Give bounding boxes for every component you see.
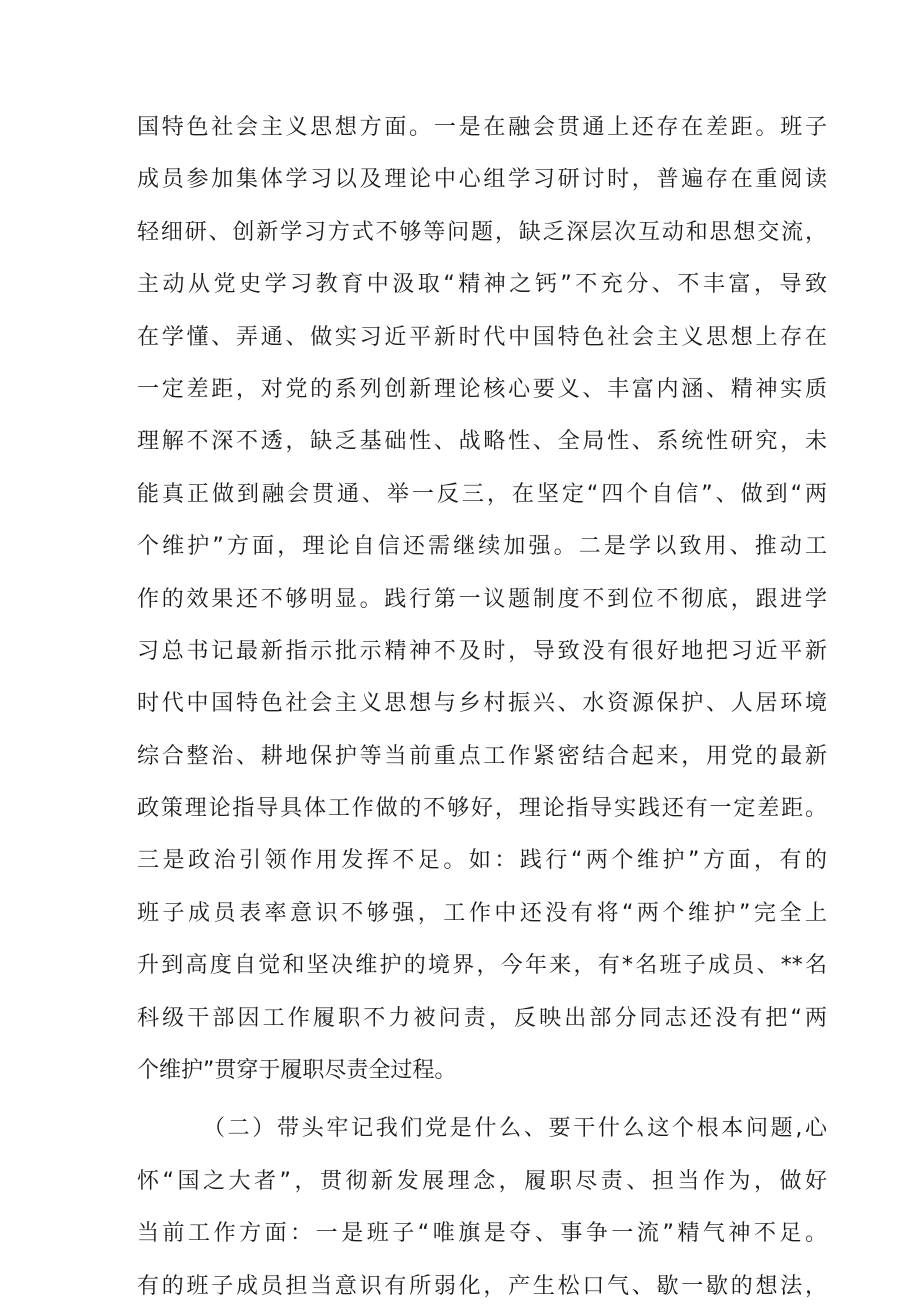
text-line: 政策理论指导具体工作做的不够好，理论指导实践还有一定差距。	[137, 796, 827, 822]
text-line: 科级干部因工作履职不力被问责，反映出部分同志还没有把“两	[137, 1005, 827, 1031]
text-line: 升到高度自觉和坚决维护的境界，今年来，有*名班子成员、**名	[137, 953, 827, 979]
paragraph-2	[137, 1103, 827, 1313]
text-line: 能真正做到融会贯通、举一反三，在坚定“四个自信”、做到“两	[137, 481, 827, 507]
text-line: 班子成员表率意识不够强，工作中还没有将“两个维护”完全上	[137, 900, 827, 926]
text-line: 国特色社会主义思想方面。一是在融会贯通上还存在差距。班子	[137, 115, 827, 140]
text-line: 主动从党史学习教育中汲取“精神之钙”不充分、不丰富，导致	[137, 272, 827, 298]
text-line: 轻细研、创新学习方式不够等问题，缺乏深层次互动和思想交流，	[137, 219, 827, 245]
text-line: 成员参加集体学习以及理论中心组学习研讨时，普遍存在重阅读	[137, 167, 827, 193]
text-line: 时代中国特色社会主义思想与乡村振兴、水资源保护、人居环境	[137, 691, 827, 717]
document-body	[137, 102, 827, 1313]
text-line: 个维护”贯穿于履职尽责全过程。	[137, 1058, 457, 1084]
text-line: 个维护”方面，理论自信还需继续加强。二是学以致用、推动工	[137, 534, 827, 560]
text-line: 当前工作方面：一是班子“唯旗是夺、事争一流”精气神不足。	[137, 1221, 827, 1247]
text-line: 一定差距，对党的系列创新理论核心要义、丰富内涵、精神实质	[137, 376, 827, 402]
text-line: 作的效果还不够明显。践行第一议题制度不到位不彻底，跟进学	[137, 586, 827, 612]
text-line: 理解不深不透，缺乏基础性、战略性、全局性、系统性研究，未	[137, 429, 827, 455]
text-line: 三是政治引领作用发挥不足。如：践行“两个维护”方面，有的	[137, 848, 827, 874]
text-line: 习总书记最新指示批示精神不及时，导致没有很好地把习近平新	[137, 638, 827, 664]
text-line: 有的班子成员担当意识有所弱化，产生松口气、歇一歇的想法，	[137, 1273, 827, 1299]
section-heading-line: （二）带头牢记我们党是什么、要干什么这个根本问题,心	[203, 1116, 827, 1142]
text-line: 综合整治、耕地保护等当前重点工作紧密结合起来，用党的最新	[137, 743, 827, 769]
text-line: 在学懂、弄通、做实习近平新时代中国特色社会主义思想上存在	[137, 324, 827, 350]
text-line: 怀“国之大者”，贯彻新发展理念，履职尽责、担当作为，做好	[137, 1168, 827, 1194]
paragraph-1	[137, 102, 827, 1097]
